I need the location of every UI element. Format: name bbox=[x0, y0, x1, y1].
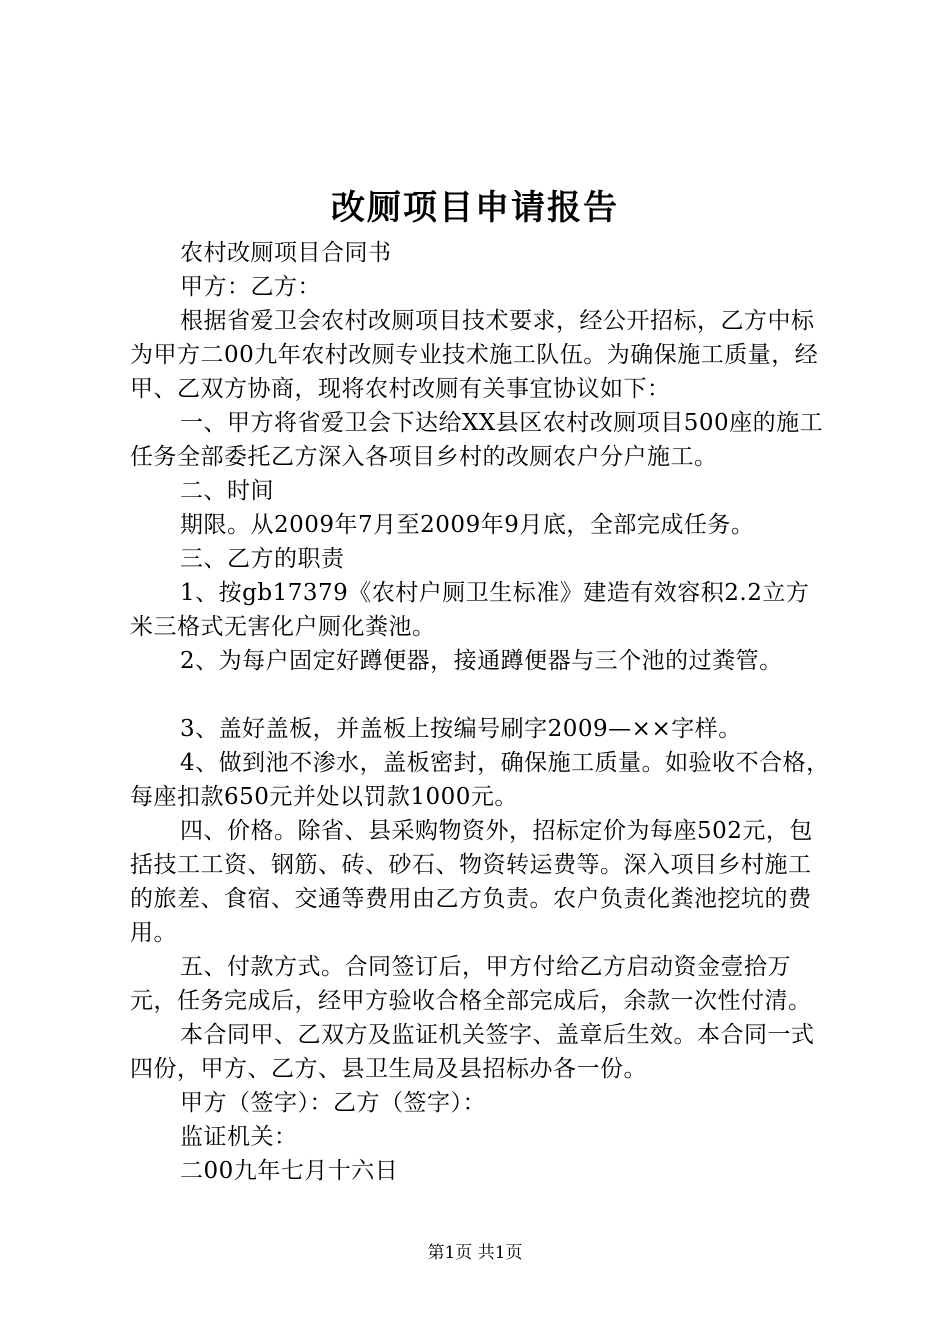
paragraph-time-period: 期限。从2009年7月至2009年9月底，全部完成任务。 bbox=[180, 512, 755, 538]
paragraph-supervisor: 监证机关： bbox=[180, 1124, 298, 1150]
paragraph-price: 四、价格。除省、县采购物资外，招标定价为每座502元，包括技工工资、钢筋、砖、砂石、物资转运费等。深入项目乡村施工的旅差、食宿、交通等费用由乙方负责。农户负责化粪池挖坑的费用。 bbox=[130, 818, 813, 946]
paragraph-clause-2-heading: 二、时间 bbox=[180, 478, 274, 504]
paragraph-duty-1: 1、按gb17379《农村户厕卫生标准》建造有效容积2.2立方米三格式无害化户厕化粪池。 bbox=[130, 580, 810, 640]
paragraph-effectiveness: 本合同甲、乙双方及监证机关签字、盖章后生效。本合同一式四份，甲方、乙方、县卫生局及县招标办各一份。 bbox=[130, 1022, 815, 1082]
paragraph-signatures: 甲方（签字）：乙方（签字）： bbox=[180, 1090, 486, 1116]
paragraph-intro: 根据省爱卫会农村改厕项目技术要求，经公开招标，乙方中标为甲方二00九年农村改厕专业技术施工队伍。为确保施工质量，经甲、乙双方协商，现将农村改厕有关事宜协议如下： bbox=[130, 308, 819, 402]
paragraph-duty-4: 4、做到池不渗水，盖板密封，确保施工质量。如验收不合格，每座扣款650元并处以罚款1000元。 bbox=[130, 750, 830, 810]
paragraph-duty-3: 3、盖好盖板，并盖板上按编号刷字2009—××字样。 bbox=[180, 716, 742, 742]
document-body bbox=[130, 236, 830, 1188]
paragraph-parties: 甲方：乙方： bbox=[180, 274, 321, 300]
paragraph-payment: 五、付款方式。合同签订后，甲方付给乙方启动资金壹拾万元，任务完成后，经甲方验收合格全部完成后，余款一次性付清。 bbox=[130, 954, 812, 1014]
paragraph-clause-3-heading: 三、乙方的职责 bbox=[180, 546, 345, 572]
document-title: 改厕项目申请报告 bbox=[331, 188, 619, 228]
paragraph-date: 二00九年七月十六日 bbox=[180, 1158, 399, 1184]
page-footer: 第1页 共1页 bbox=[427, 1243, 523, 1263]
paragraph-duty-2: 2、为每户固定好蹲便器，接通蹲便器与三个池的过粪管。 bbox=[180, 648, 783, 674]
blank-line bbox=[130, 678, 830, 712]
paragraph-contract-heading: 农村改厕项目合同书 bbox=[180, 240, 392, 266]
paragraph-clause-1: 一、甲方将省爱卫会下达给XX县区农村改厕项目500座的施工任务全部委托乙方深入各项目乡村的改厕农户分户施工。 bbox=[130, 410, 824, 470]
